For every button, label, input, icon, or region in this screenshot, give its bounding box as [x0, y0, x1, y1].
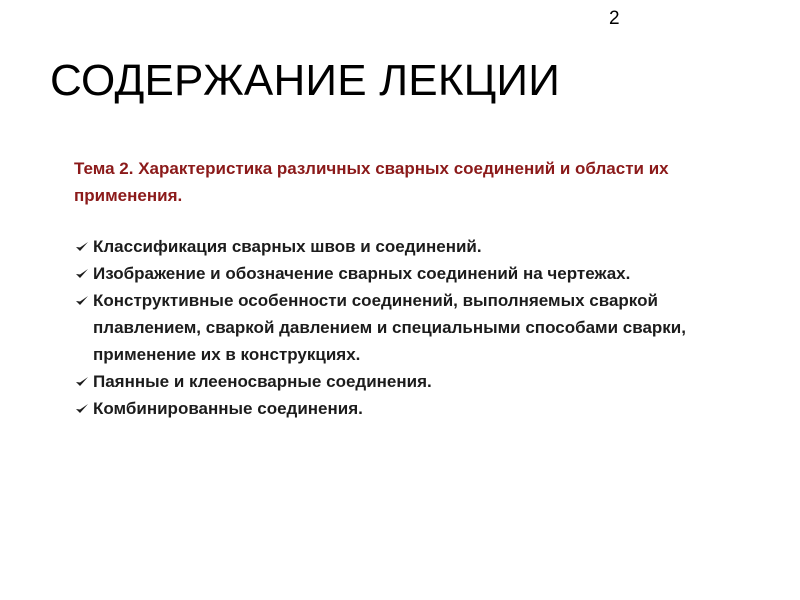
- list-item: [75, 395, 755, 422]
- page-number: 2: [609, 8, 620, 29]
- list-item-text: Паянные и клееносварные соединения.: [93, 372, 432, 391]
- list-item-text: Изображение и обозначение сварных соединений на чертежах.: [93, 264, 631, 283]
- list-item-text: Конструктивные особенности соединений, выполняемых сваркой плавлением, сваркой давлением и специальными способами сварки, применение их в конструкциях.: [93, 291, 686, 364]
- page-title: СОДЕРЖАНИЕ ЛЕКЦИИ: [50, 56, 561, 105]
- list-item: [75, 260, 755, 287]
- lecture-topic: Тема 2. Характеристика различных сварных соединений и области их применения.: [74, 159, 669, 205]
- content-list: [75, 233, 755, 422]
- check-arrow-icon: [75, 260, 93, 287]
- list-item-text: Классификация сварных швов и соединений.: [93, 237, 482, 256]
- list-item-text: Комбинированные соединения.: [93, 399, 363, 418]
- check-arrow-icon: [75, 395, 93, 422]
- list-item: [75, 287, 755, 368]
- check-arrow-icon: [75, 368, 93, 395]
- list-item: [75, 233, 755, 260]
- check-arrow-icon: [75, 233, 93, 260]
- check-arrow-icon: [75, 287, 93, 314]
- list-item: [75, 368, 755, 395]
